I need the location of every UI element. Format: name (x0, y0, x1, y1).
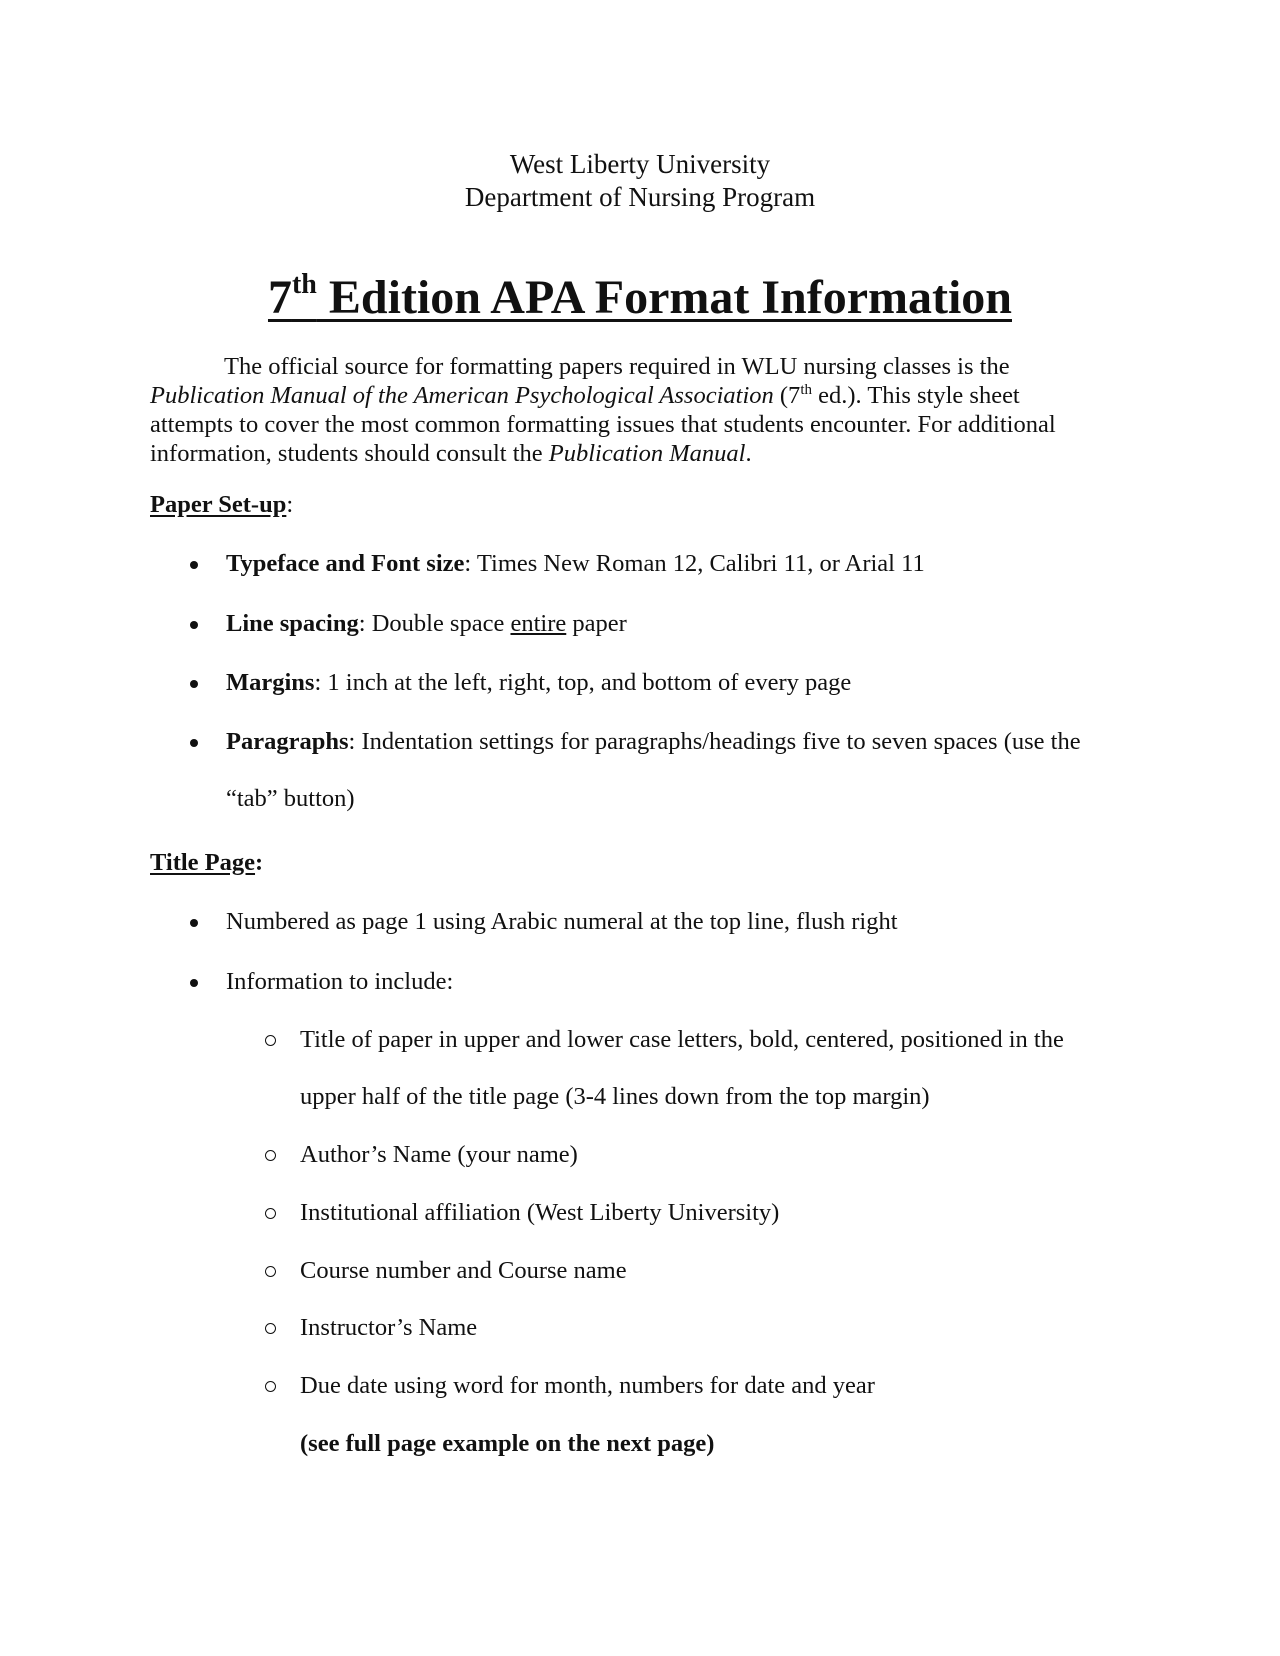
department-name: Department of Nursing Program (464, 182, 816, 212)
title-page-heading-text: Title Page (150, 849, 256, 876)
document-header (0, 148, 1280, 214)
section-heading-title-page (150, 848, 263, 878)
paper-setup-heading-text: Paper Set-up (150, 491, 287, 518)
manual-title: Publication Manual of the American Psychological Association (150, 382, 774, 409)
title-edition-suffix: th (291, 269, 317, 300)
item-text-line-2: “tab” button) (226, 785, 355, 812)
sub-item-text: Institutional affiliation (West Liberty University) (300, 1199, 780, 1226)
example-note: (see full page example on the next page) (300, 1430, 715, 1457)
section-heading-paper-setup (150, 490, 293, 520)
item-separator: : (358, 610, 372, 637)
item-label: Paragraphs (226, 728, 349, 755)
sub-item-text-line-2: upper half of the title page (3-4 lines down from the top margin) (300, 1083, 930, 1110)
item-text: 1 inch at the left, right, top, and bottom of every page (327, 669, 852, 696)
intro-line-3: attempts to cover the most common formatting issues that students encounter. For additional (150, 411, 1056, 438)
manual-short-title: Publication Manual (548, 440, 746, 467)
sub-item-text: Author’s Name (your name) (300, 1141, 578, 1168)
item-separator: : (348, 728, 362, 755)
sub-item-text: Course number and Course name (300, 1257, 627, 1284)
sub-item-text: Instructor’s Name (300, 1314, 478, 1341)
item-text: Times New Roman 12, Calibri 11, or Arial 11 (476, 550, 925, 577)
item-text: Indentation settings for paragraphs/headings five to seven spaces (use the (361, 728, 1081, 755)
item-separator: : (314, 669, 328, 696)
intro-line-2 (150, 381, 1100, 410)
title-page-colon: : (255, 849, 264, 876)
intro-paragraph (150, 352, 1100, 468)
item-text: Double space (371, 610, 511, 637)
intro-edition-open: (7 (773, 382, 801, 409)
item-text: Numbered as page 1 using Arabic numeral at the top line, flush right (226, 908, 898, 935)
intro-line-4 (150, 439, 1100, 468)
intro-line-4-prefix: information, students should consult the (150, 440, 549, 467)
intro-line-1: The official source for formatting papers required in WLU nursing classes is the (224, 353, 1010, 380)
item-label: Typeface and Font size (226, 550, 465, 577)
title-text: Edition APA Format Information (316, 271, 1012, 324)
intro-edition-suffix: th (800, 382, 812, 398)
title-edition-number: 7 (267, 271, 292, 324)
item-label: Margins (226, 669, 315, 696)
item-text: Information to include: (226, 968, 454, 995)
sub-item-text: Due date using word for month, numbers for date and year (300, 1372, 875, 1399)
page-title (0, 268, 1280, 328)
item-label: Line spacing (226, 610, 359, 637)
sub-item-text: Title of paper in upper and lower case letters, bold, centered, positioned in the (300, 1026, 1064, 1053)
university-name: West Liberty University (509, 149, 771, 179)
item-text-end: paper (566, 610, 627, 637)
paper-setup-colon: : (286, 491, 294, 518)
intro-line-4-suffix: . (745, 440, 752, 467)
intro-edition-close: ed.). This style sheet (811, 382, 1020, 409)
item-underlined-text: entire (510, 610, 567, 637)
item-separator: : (464, 550, 477, 577)
